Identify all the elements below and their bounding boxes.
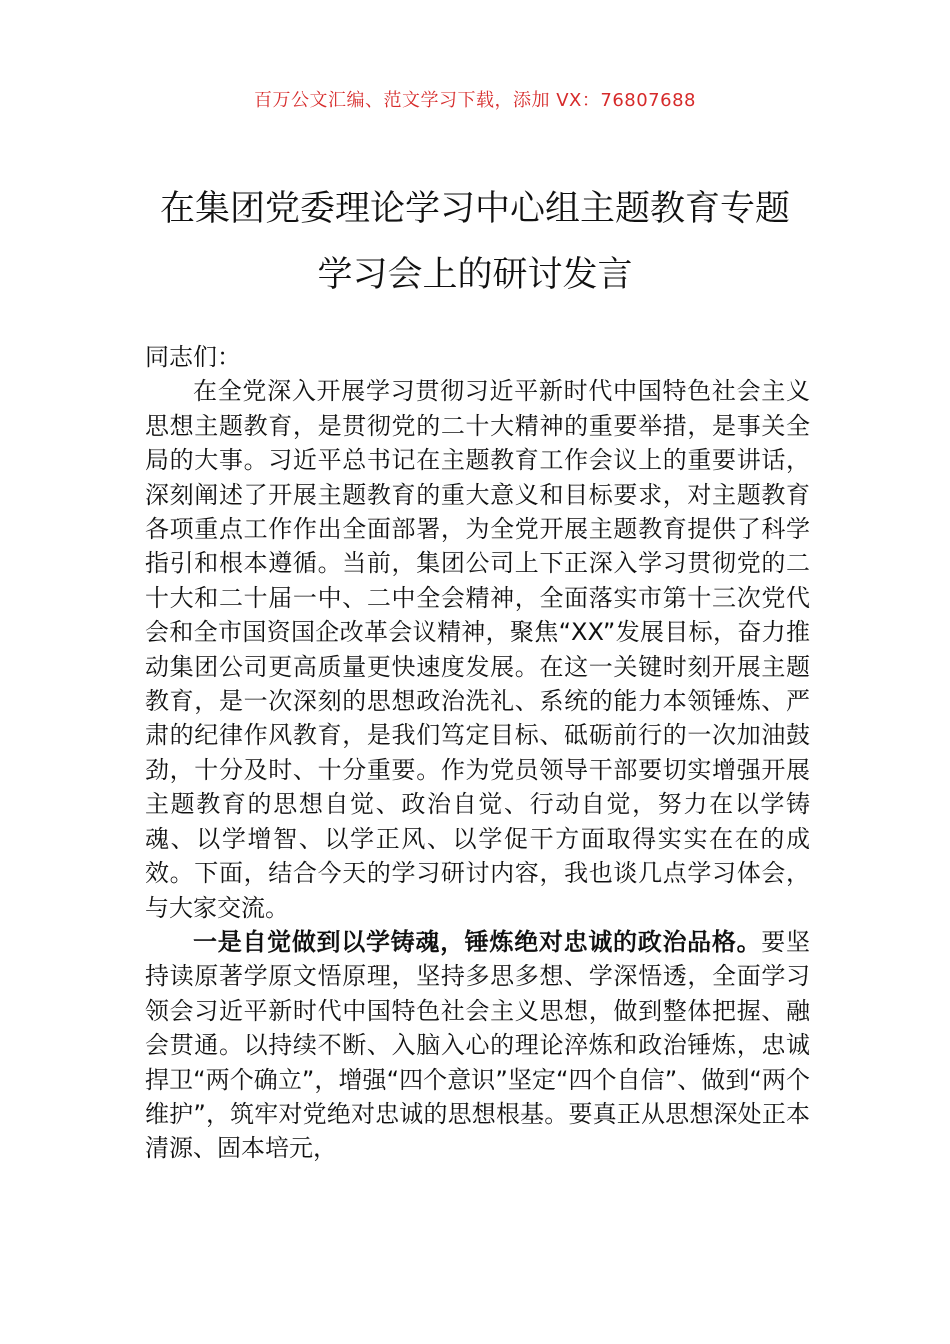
document-title-line-1: 在集团党委理论学习中心组主题教育专题 — [159, 189, 790, 229]
document-title-line-2: 学习会上的研讨发言 — [317, 255, 633, 295]
document-title — [120, 176, 830, 308]
paragraph-intro: 在全党深入开展学习贯彻习近平新时代中国特色社会主义思想主题教育，是贯彻党的二十大精神的重要举措，是事关全局的大事。习近平总书记在主题教育工作会议上的重要讲话，深刻阐述了开展主题教育的重大意义和目标要求，对主题教育各项重点工作作出全面部署，为全党开展主题教育提供了科学指引和根本遵循。当前，集团公司上下正深入学习贯彻党的二十大和二十届一中、二中全会精神，全面落实市第十三次党代会和全市国资国企改革会议精神，聚焦“XX”发展目标，奋力推动集团公司更高质量更快速度发展。在这一关键时刻开展主题教育，是一次深刻的思想政治洗礼、系统的能力本领锤炼、严肃的纪律作风教育，是我们笃定目标、砥砺前行的一次加油鼓劲，十分及时、十分重要。作为党员领导干部要切实增强开展主题教育的思想自觉、政治自觉、行动自觉，努力在以学铸魂、以学增智、以学正风、以学促干方面取得实实在在的成效。下面，结合今天的学习研讨内容，我也谈几点学习体会，与大家交流。 — [145, 377, 810, 922]
promo-header-note: 百万公文汇编、范文学习下载，添加 VX：76807688 — [254, 90, 696, 111]
document-body — [145, 340, 810, 1166]
section-1-heading: 一是自觉做到以学铸魂，锤炼绝对忠诚的政治品格。 — [193, 927, 762, 956]
paragraph-section-1 — [145, 925, 810, 1166]
salutation: 同志们： — [145, 343, 241, 371]
section-1-body: 要坚持读原著学原文悟原理，坚持多思多想、学深悟透，全面学习领会习近平新时代中国特色社会主义思想，做到整体把握、融会贯通。以持续不断、入脑入心的理论淬炼和政治锤炼，忠诚捍卫“两个确立”，增强“四个意识”坚定“四个自信”、做到“两个维护”，筑牢对党绝对忠诚的思想根基。要真正从思想深处正本清源、固本培元， — [145, 927, 811, 1163]
